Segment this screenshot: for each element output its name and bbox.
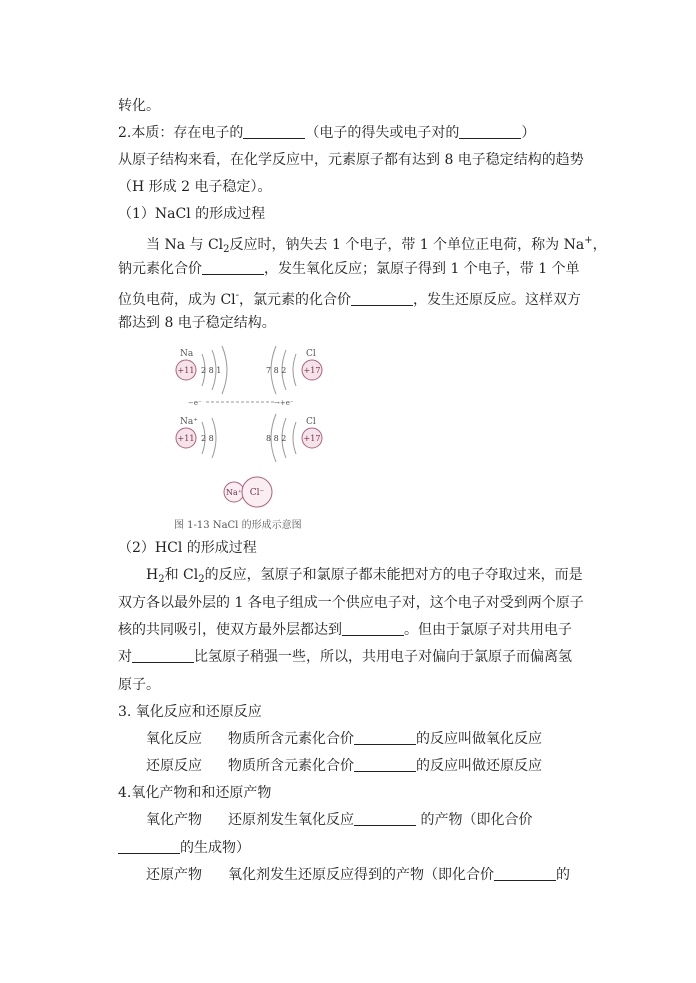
- electron-shell: [222, 346, 227, 394]
- cl-ion-shell-electrons: 8 8 2: [266, 434, 287, 443]
- text-line: 对 比氢原子稍强一些，所以，共用电子对偏向于氯原子而偏离氢: [118, 649, 572, 665]
- cl-ion-nucleus-charge: +17: [303, 434, 321, 443]
- cl-label: Cl: [306, 349, 316, 359]
- fill-blank[interactable]: [354, 811, 416, 826]
- text-line: 钠元素化合价 ，发生氧化反应；氯原子得到 1 个电子，带 1 个单: [118, 261, 580, 277]
- text-line: 还原产物 氧化剂发生还原反应得到的产物（即化合价 的: [146, 867, 570, 883]
- na-shell-electrons: 2 8 1: [201, 366, 222, 375]
- text-line: $H_2$和 $Cl_2$的反应，氢原子和氯原子都未能把对方的电子夺取过来，而是: [146, 567, 583, 585]
- fill-blank[interactable]: [354, 730, 416, 745]
- na-nucleus-charge: +11: [177, 366, 195, 375]
- section-heading: 4.氧化产物和和还原产物: [118, 785, 272, 801]
- text-line: 位负电荷，成为 Cl-，氯元素的化合价 ，发生还原反应。这样双方: [118, 290, 582, 308]
- na-label: Na: [180, 349, 194, 359]
- text-line: 双方各以最外层的 1 各电子组成一个供应电子对，这个电子对受到两个原子: [118, 595, 584, 611]
- fill-blank[interactable]: [132, 648, 194, 663]
- text-line: 原子。: [118, 677, 160, 693]
- section-heading: 3. 氧化反应和还原反应: [118, 704, 262, 720]
- text-line: 的生成物）: [118, 838, 250, 858]
- arrow-gain-electron: →+e⁻: [274, 399, 294, 407]
- text-line: 2.本质：存在电子的 （电子的得失或电子对的 ）: [118, 125, 536, 141]
- text-line: 氧化反应 物质所含元素化合价 的反应叫做氧化反应: [146, 731, 542, 747]
- cl-nucleus-charge: +17: [303, 366, 321, 375]
- fill-blank[interactable]: [354, 757, 416, 772]
- section-heading: （2）HCl 的形成过程: [118, 540, 257, 556]
- text-line: 还原反应 物质所含元素化合价 的反应叫做还原反应: [146, 758, 542, 774]
- text-line: 从原子结构来看，在化学反应中，元素原子都有达到 8 电子稳定结构的趋势: [118, 152, 584, 168]
- fill-blank[interactable]: [342, 621, 404, 636]
- na-ion-nucleus-charge: +11: [177, 434, 195, 443]
- ion-pair-na: Na⁺: [226, 488, 242, 497]
- cl-ion-label: Cl: [306, 417, 316, 427]
- fill-blank[interactable]: [351, 291, 413, 306]
- text-line: 核的共同吸引，使双方最外层都达到 。但由于氯原子对共用电子: [118, 622, 572, 638]
- text-line: 氧化产物 还原剂发生氧化反应 的产物（即化合价: [146, 812, 533, 828]
- text-line: 转化。: [118, 98, 160, 114]
- fill-blank[interactable]: [118, 839, 180, 854]
- text-line: 当 Na 与 $Cl_2$反应时，钠失去 1 个电子，带 1 个单位正电荷，称为 Na+，: [146, 235, 607, 255]
- fill-blank[interactable]: [459, 124, 521, 139]
- figure-caption: 图 1-13 NaCl 的形成示意图: [174, 520, 302, 531]
- na-ion-shell-electrons: 2 8: [201, 434, 214, 443]
- text-line: （H 形成 2 电子稳定）。: [118, 179, 272, 195]
- cl-shell-electrons: 7 8 2: [266, 366, 287, 375]
- section-heading: （1）NaCl 的形成过程: [118, 206, 266, 222]
- electron-shell: [293, 354, 296, 386]
- text-line: 都达到 8 电子稳定结构。: [118, 315, 276, 331]
- fill-blank[interactable]: [494, 866, 556, 881]
- ion-pair-cl: Cl⁻: [249, 488, 265, 498]
- fill-blank[interactable]: [202, 260, 264, 275]
- fill-blank[interactable]: [243, 124, 305, 139]
- nacl-formation-figure: [168, 340, 338, 540]
- arrow-lose-electron: −e⁻: [188, 399, 202, 407]
- electron-shell: [293, 422, 296, 454]
- na-ion-label: Na⁺: [180, 417, 198, 427]
